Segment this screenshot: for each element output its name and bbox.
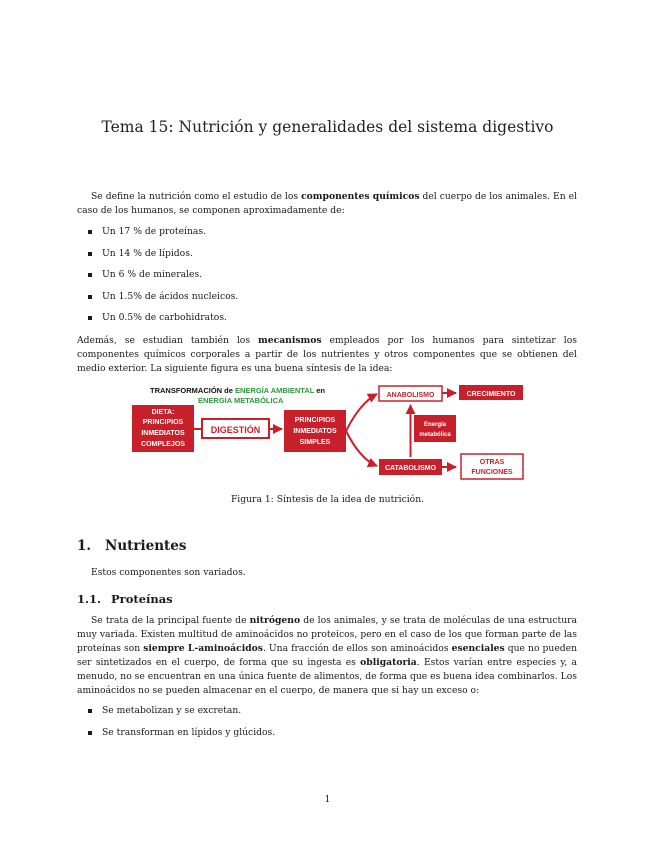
- bullet-icon: [88, 295, 92, 299]
- figure-subtitle: ENERGÍA METABÓLICA: [198, 396, 284, 405]
- dieta-line: PRINCIPIOS: [142, 419, 184, 426]
- list-item: [88, 247, 238, 269]
- proteins-text: que no pueden ser sintetizados en el cuerpo, de forma que su ingesta es: [77, 643, 578, 668]
- bullet-icon: [88, 731, 92, 735]
- page-number: 1: [324, 794, 331, 805]
- section-1-number: 1.: [77, 538, 92, 554]
- mechanisms-before: Además, se estudian también los: [77, 335, 259, 346]
- bullet-icon: [88, 316, 92, 320]
- proteins-text: . Una fracción de ellos son aminoácidos: [262, 643, 452, 654]
- otras-line: OTRAS: [479, 459, 505, 466]
- list-item-text: Un 14 % de lípidos.: [102, 247, 193, 259]
- section-1-1-number: 1.1.: [77, 592, 102, 606]
- proteins-bold: nitrógeno: [249, 615, 301, 626]
- list-item: [88, 290, 238, 312]
- catabolismo-label: CATABOLISMO: [384, 465, 437, 472]
- list-item: [88, 726, 275, 748]
- proteins-paragraph: [77, 614, 577, 698]
- bullet-icon: [88, 709, 92, 713]
- section-1-1-title: Proteínas: [111, 592, 173, 606]
- nutrition-diagram: [130, 383, 525, 483]
- intro-after: del cuerpo de los animales. En el caso de los humanos, se componen aproximadamente de:: [77, 191, 577, 216]
- dieta-line: DIETA:: [151, 409, 175, 416]
- section-1-title: Nutrientes: [105, 538, 187, 554]
- otras-line: FUNCIONES: [471, 469, 513, 476]
- proteins-bold: esenciales: [451, 643, 505, 654]
- energia-line: Energía: [423, 422, 447, 428]
- intro-before: Se define la nutrición como el estudio de los: [91, 191, 302, 202]
- simples-line: PRINCIPIOS: [294, 417, 336, 424]
- section-1-text: [77, 566, 577, 580]
- crecimiento-label: CRECIMIENTO: [466, 391, 516, 398]
- simples-line: SIMPLES: [299, 439, 331, 446]
- figure-caption: Figura 1: Síntesis de la idea de nutrición.: [230, 494, 425, 505]
- proteins-bold: siempre L-aminoácidos: [143, 643, 263, 654]
- composition-list: [88, 225, 238, 333]
- mechanisms-paragraph: [77, 334, 577, 376]
- dieta-line: COMPLEJOS: [141, 441, 185, 448]
- list-item-text: Un 0.5% de carbohidratos.: [102, 312, 227, 323]
- list-item-text: Un 17 % de proteínas.: [102, 226, 206, 237]
- list-item-text: Se transforman en lípidos y glúcidos.: [102, 726, 276, 738]
- arrow: [346, 431, 377, 466]
- section-1-body: Estos componentes son variados.: [91, 567, 246, 578]
- mechanisms-bold: mecanismos: [258, 335, 322, 346]
- list-item-text: Un 1.5% de ácidos nucleicos.: [102, 290, 239, 302]
- bullet-icon: [88, 273, 92, 277]
- arrow: [346, 394, 377, 431]
- figure-title-suffix: en: [314, 386, 326, 395]
- list-item-text: Un 6 % de minerales.: [102, 269, 203, 280]
- digestion-label: DIGESTIÓN: [210, 425, 261, 435]
- proteins-text: . Estos varían entre especies y, a menudo, no se encuentran en una única fuente de alimentos, de forma que es buena idea combinarlos. Los aminoácidos no se pueden almacenar en el cuerpo, de manera que si hay un exceso o:: [77, 657, 577, 696]
- figure-title-prefix: TRANSFORMACIÓN de: [150, 386, 235, 395]
- list-item-text: Se metabolizan y se excretan.: [102, 705, 242, 716]
- bullet-icon: [88, 230, 92, 234]
- proteins-text: Se trata de la principal fuente de: [91, 615, 250, 626]
- list-item: [88, 704, 275, 726]
- section-1-heading: [77, 538, 186, 554]
- dieta-line: INMEDIATOS: [141, 430, 185, 437]
- intro-bold: componentes químicos: [301, 191, 420, 202]
- page-title: Tema 15: Nutrición y generalidades del sistema digestivo: [101, 118, 554, 136]
- proteins-text: de los animales, y se trata de moléculas de una estructura muy variada. Existen multitud de aminoácidos no proteicos, pero en el caso de los que forman parte de las proteínas son: [77, 615, 577, 654]
- figure-title-green: ENERGÍA AMBIENTAL: [235, 386, 315, 395]
- anabolismo-label: ANABOLISMO: [386, 392, 435, 399]
- list-item: [88, 268, 238, 290]
- figure-title: [150, 386, 325, 395]
- mechanisms-after: empleados por los humanos para sintetizar los componentes químicos corporales a partir de los nutrientes y otros componentes que se obtienen del medio exterior. La siguiente figura es una buena síntesis de la idea:: [77, 335, 577, 374]
- section-1-1-heading: [77, 592, 173, 606]
- excess-list: [88, 704, 275, 747]
- bullet-icon: [88, 252, 92, 256]
- energia-line: metabólica: [419, 432, 451, 438]
- list-item: [88, 225, 238, 247]
- proteins-bold: obligatoria: [360, 657, 417, 668]
- intro-paragraph: [77, 190, 577, 218]
- list-item: [88, 311, 238, 333]
- simples-line: INMEDIATOS: [293, 428, 337, 435]
